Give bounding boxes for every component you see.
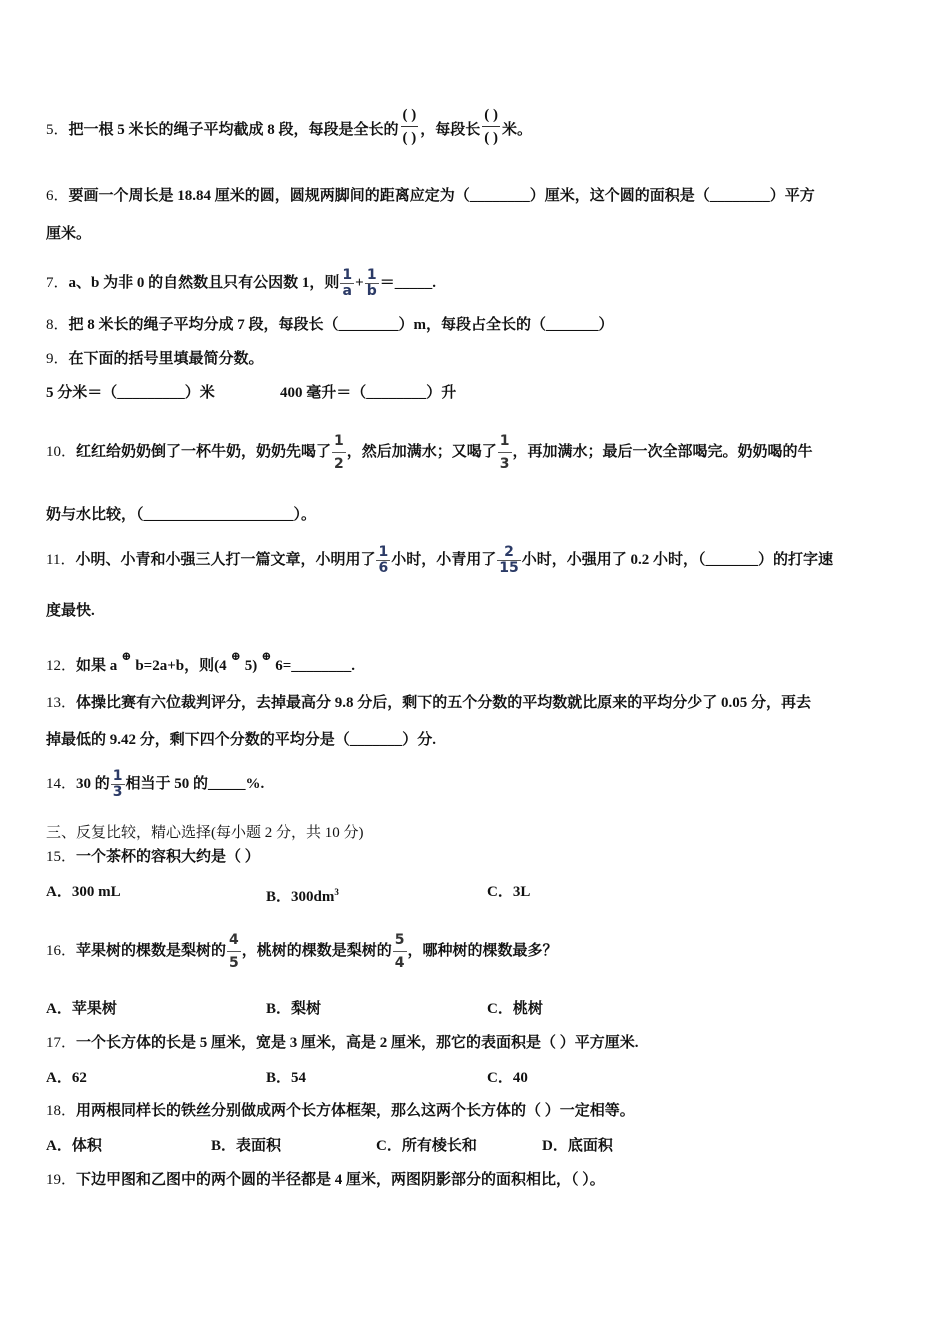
- question-text: 相当于 50 的_____%.: [125, 776, 265, 792]
- fraction-denominator: 6: [378, 560, 389, 577]
- section-3-title: 三、反复比较，精心选择(每小题 2 分，共 10 分): [46, 825, 364, 841]
- option-c[interactable]: C．3L: [487, 884, 531, 900]
- question-6-continued: 厘米。: [46, 226, 92, 242]
- fraction: [111, 769, 125, 800]
- question-text: 如果 a: [76, 658, 118, 674]
- fraction-numerator: 4: [227, 929, 241, 952]
- fraction: [393, 929, 407, 974]
- question-text: 30 的: [76, 776, 110, 792]
- option-d[interactable]: D．底面积: [542, 1138, 613, 1154]
- question-8: [46, 315, 614, 335]
- question-number: 14．: [46, 776, 77, 792]
- question-15: [46, 847, 260, 867]
- question-text: 在下面的括号里填最简分数。: [68, 351, 264, 367]
- question-text: 米。: [502, 122, 533, 138]
- question-number: 18．: [46, 1103, 77, 1119]
- question-text: 5): [244, 658, 258, 674]
- question-7: [46, 268, 436, 299]
- superscript: 3: [334, 887, 339, 897]
- option-b[interactable]: B．梨树: [266, 1001, 322, 1017]
- fraction-numerator: 1: [112, 768, 123, 785]
- question-text: 把 8 米长的绳子平均分成 7 段，每段长（________）m，每段占全长的（_______）: [68, 317, 614, 333]
- blank-numerator: ( ): [482, 104, 500, 127]
- question-text: 小时，小青用了: [391, 552, 497, 568]
- fraction-numerator: 5: [393, 929, 407, 952]
- option-b-label: B．300dm: [266, 889, 335, 905]
- question-text: ＝_____.: [379, 274, 436, 291]
- question-number: 6．: [46, 188, 69, 204]
- fraction-numerator: 1: [378, 544, 389, 561]
- question-number: 7．: [46, 274, 69, 291]
- question-number: 15．: [46, 849, 77, 865]
- question-number: 13．: [46, 695, 77, 711]
- circle-plus-operator: ⊕: [261, 649, 272, 663]
- question-13-continued: 掉最低的 9.42 分，剩下四个分数的平均分是（_______）分.: [46, 732, 437, 748]
- circle-plus-operator: ⊕: [121, 649, 132, 663]
- fraction: [332, 430, 346, 475]
- fraction-numerator: 1: [365, 268, 379, 284]
- fraction-numerator: 1: [498, 430, 512, 453]
- fraction-denominator: 3: [499, 456, 510, 473]
- question-18: [46, 1101, 635, 1121]
- question-number: 12．: [46, 658, 77, 674]
- question-9-item-2: 400 毫升＝（________）升: [280, 385, 457, 401]
- blank-fraction: [482, 104, 500, 149]
- question-11-continued: 度最快.: [46, 603, 95, 619]
- question-text: 下边甲图和乙图中的两个圆的半径都是 4 厘米，两图阴影部分的面积相比，（ ）。: [76, 1172, 605, 1188]
- question-text: 体操比赛有六位裁判评分，去掉最高分 9.8 分后，剩下的五个分数的平均数就比原来的平均分少了 0.05 分，再去: [76, 695, 812, 711]
- fraction-denominator: 4: [394, 955, 405, 972]
- question-text: ，桃树的棵数是梨树的: [241, 943, 392, 959]
- blank-fraction: [401, 104, 419, 149]
- question-text: 用两根同样长的铁丝分别做成两个长方体框架，那么这两个长方体的（ ）一定相等。: [76, 1103, 635, 1119]
- question-5: [46, 104, 532, 149]
- question-10: [46, 430, 813, 475]
- question-19: [46, 1170, 605, 1190]
- option-c[interactable]: C．桃树: [487, 1001, 543, 1017]
- option-a[interactable]: A．体积: [46, 1138, 102, 1154]
- question-text: 苹果树的棵数是梨树的: [76, 943, 227, 959]
- question-text: 一个茶杯的容积大约是（ ）: [76, 849, 260, 865]
- question-text: 要画一个周长是 18.84 厘米的圆，圆规两脚间的距离应定为（________）厘米，这个圆的面积是（________）平方: [68, 188, 815, 204]
- option-c[interactable]: C．40: [487, 1070, 528, 1086]
- question-text: a、b 为非 0 的自然数且只有公因数 1，则: [68, 274, 340, 291]
- question-text: ，再加满水；最后一次全部喝完。奶奶喝的牛: [512, 444, 813, 460]
- fraction-numerator: 1: [342, 267, 353, 283]
- fraction-denominator: 3: [112, 784, 123, 801]
- plus-sign: +: [355, 274, 364, 291]
- question-12: [46, 646, 355, 676]
- question-17: [46, 1033, 639, 1053]
- question-number: 11．: [46, 552, 76, 568]
- fraction: [365, 268, 379, 299]
- question-number: 10．: [46, 444, 77, 460]
- question-number: 16．: [46, 943, 77, 959]
- fraction-numerator: 1: [332, 430, 346, 453]
- question-text: ，每段长: [420, 122, 481, 138]
- option-b[interactable]: B．表面积: [211, 1138, 282, 1154]
- fraction-denominator: a: [342, 283, 352, 299]
- option-a[interactable]: A．300 mL: [46, 884, 121, 900]
- blank-denominator: ( ): [484, 130, 499, 146]
- question-16: [46, 916, 558, 986]
- question-9-item-1: 5 分米＝（_________）米: [46, 385, 215, 401]
- question-text: 小明、小青和小强三人打一篇文章，小明用了: [75, 552, 376, 568]
- question-text: 一个长方体的长是 5 厘米，宽是 3 厘米，高是 2 厘米，那它的表面积是（ ）平方厘米.: [76, 1035, 639, 1051]
- question-10-continued: 奶与水比较，（____________________）。: [46, 507, 317, 523]
- question-number: 8．: [46, 317, 69, 333]
- fraction-denominator: 5: [229, 955, 239, 972]
- fraction: [498, 430, 512, 475]
- circle-plus-operator: ⊕: [230, 649, 241, 663]
- fraction-numerator: 2: [497, 545, 520, 561]
- question-text: 红红给奶奶倒了一杯牛奶，奶奶先喝了: [76, 444, 332, 460]
- question-number: 19．: [46, 1172, 77, 1188]
- fraction: [227, 929, 241, 974]
- question-text: 小时，小强用了 0.2 小时，（_______）的打字速: [521, 552, 833, 568]
- option-b[interactable]: B．54: [266, 1070, 307, 1086]
- question-14: [46, 764, 264, 804]
- question-text: 把一根 5 米长的绳子平均截成 8 段，每段是全长的: [68, 122, 399, 138]
- option-a[interactable]: A．62: [46, 1070, 87, 1086]
- question-number: 17．: [46, 1035, 77, 1051]
- option-a[interactable]: A．苹果树: [46, 1001, 117, 1017]
- question-13: [46, 693, 811, 713]
- question-text: ，然后加满水；又喝了: [346, 444, 497, 460]
- question-9: [46, 349, 264, 369]
- fraction-denominator: b: [366, 283, 377, 299]
- fraction-denominator: 2: [334, 456, 344, 473]
- question-11: [46, 540, 833, 580]
- option-c[interactable]: C．所有棱长和: [376, 1138, 477, 1154]
- blank-numerator: ( ): [401, 104, 419, 127]
- question-text: ，哪种树的棵数最多？: [407, 943, 558, 959]
- question-6: [46, 186, 815, 206]
- fraction: [340, 268, 354, 299]
- fraction-denominator: 15: [499, 560, 519, 577]
- question-number: 9．: [46, 351, 69, 367]
- question-text: 6=________.: [275, 658, 356, 674]
- blank-denominator: ( ): [402, 130, 417, 146]
- question-text: b=2a+b，则(4: [135, 658, 227, 674]
- option-b[interactable]: [266, 882, 339, 907]
- question-number: 5．: [46, 122, 69, 138]
- fraction: [497, 545, 520, 576]
- fraction: [376, 545, 390, 576]
